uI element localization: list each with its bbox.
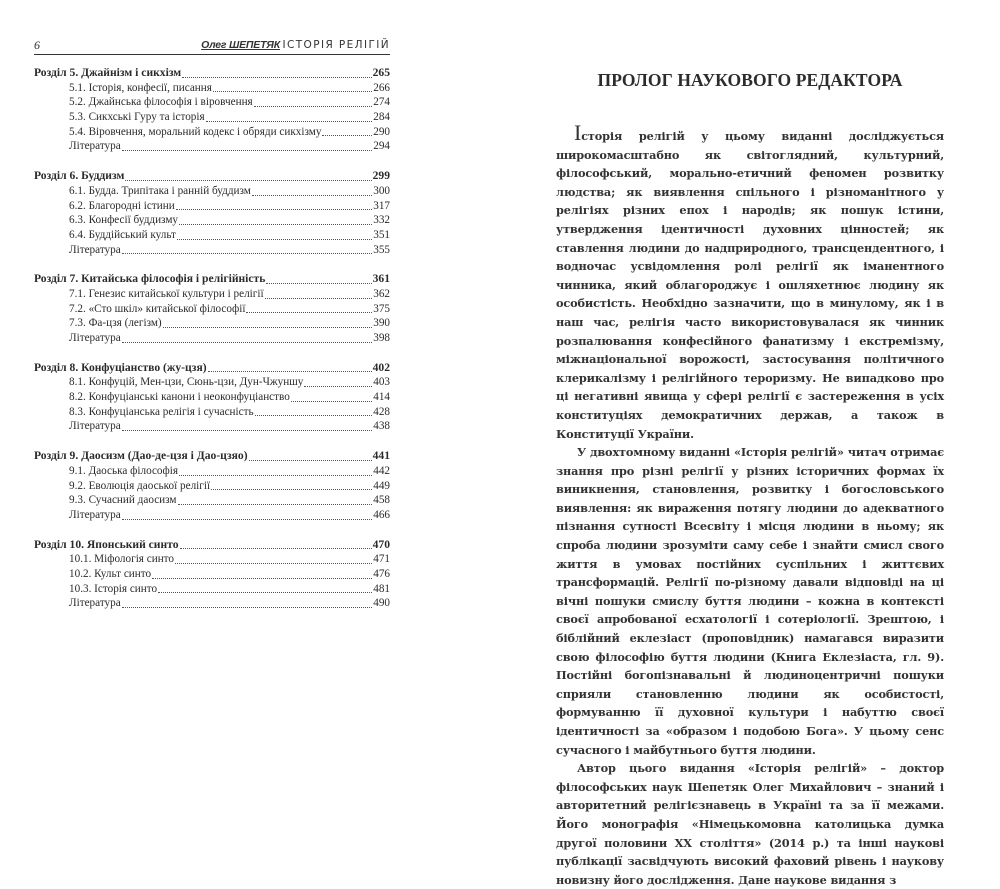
toc-section xyxy=(34,538,390,611)
toc-page-number: 449 xyxy=(373,479,390,492)
chapter-title: ПРОЛОГ НАУКОВОГО РЕДАКТОРА xyxy=(597,70,903,90)
toc-page-number: 398 xyxy=(373,332,390,344)
dot-leader xyxy=(304,385,372,387)
toc-subentry[interactable] xyxy=(34,213,390,228)
toc-entry-title: 9.3. Сучасний даосизм xyxy=(69,494,177,507)
toc-entry-title: 10.3. Історія синто xyxy=(69,582,158,595)
toc-entry-title: Література xyxy=(69,140,121,153)
dot-leader xyxy=(178,503,373,505)
toc-entry-title: 5.2. Джайнська філософія і віровчення xyxy=(69,96,253,109)
dot-leader xyxy=(265,297,373,299)
left-page xyxy=(0,0,500,732)
toc-page-number: 265 xyxy=(372,66,390,79)
toc-entry-title: Література xyxy=(69,597,121,610)
dot-leader xyxy=(122,606,373,608)
dot-leader xyxy=(158,591,372,593)
dot-leader xyxy=(211,488,372,490)
paragraph: Автор цього видання «Історія релігій» – доктор філософських наук Шепетяк Олег Михайлович – знаний і авторитетний релігієзнавець в Україні та за її межами. Його монографія «Німецькомовна католицька думка другої половини XX століття» (2014 р.) та інші наукові публікації засвідчують високий фаховий рівень і наукову новизну його дослідження. Дане наукове видання з xyxy=(556,761,944,887)
toc-entry-title: 7.2. «Сто шкіл» китайської філософії xyxy=(69,302,246,315)
dot-leader xyxy=(175,562,372,564)
toc-chapter-entry[interactable] xyxy=(34,538,390,553)
toc-section xyxy=(34,66,390,154)
dot-leader xyxy=(291,400,372,402)
toc-subentry[interactable] xyxy=(34,582,390,597)
drop-cap: І xyxy=(574,120,582,145)
toc-page-number: 428 xyxy=(373,405,390,418)
toc-page-number: 294 xyxy=(373,140,390,153)
dot-leader xyxy=(122,341,373,343)
dot-leader xyxy=(122,252,373,254)
table-of-contents xyxy=(34,66,390,626)
toc-page-number: 300 xyxy=(373,184,390,197)
toc-subentry[interactable] xyxy=(34,110,390,125)
dot-leader xyxy=(152,577,372,579)
toc-page-number: 355 xyxy=(373,243,390,256)
paragraph xyxy=(556,120,944,443)
dot-leader xyxy=(266,282,371,284)
toc-page-number: 403 xyxy=(373,376,390,389)
dot-leader xyxy=(249,459,372,461)
dot-leader xyxy=(213,90,372,92)
toc-entry-title: 7.3. Фа-цзя (легізм) xyxy=(69,317,162,330)
dot-leader xyxy=(255,414,373,416)
toc-entry-title: 9.2. Еволюція даоської релігії xyxy=(69,479,211,492)
toc-entry-title: Розділ 8. Конфуціанство (жу-цзя) xyxy=(34,360,207,374)
toc-page-number: 490 xyxy=(373,597,390,610)
toc-page-number: 317 xyxy=(373,199,390,212)
dot-leader xyxy=(254,105,373,107)
toc-entry-title: 6.3. Конфесії буддизму xyxy=(69,214,178,227)
dot-leader xyxy=(163,326,373,328)
toc-entry-title: 10.1. Міфологія синто xyxy=(69,553,175,566)
toc-subentry[interactable] xyxy=(34,243,390,258)
toc-entry-title: 5.3. Сикхські Гуру та історія xyxy=(69,111,205,124)
toc-subentry[interactable] xyxy=(34,316,390,331)
toc-section xyxy=(34,449,390,522)
dot-leader xyxy=(208,370,372,372)
header-author: Олег ШЕПЕТЯК xyxy=(201,39,280,51)
toc-chapter-entry[interactable] xyxy=(34,361,390,376)
toc-page-number: 402 xyxy=(372,360,390,374)
toc-chapter-entry[interactable] xyxy=(34,66,390,81)
toc-subentry[interactable] xyxy=(34,508,390,523)
toc-entry-title: 9.1. Даоська філософія xyxy=(69,464,179,477)
toc-page-number: 361 xyxy=(372,272,390,286)
toc-page-number: 274 xyxy=(373,96,390,109)
toc-page-number: 362 xyxy=(373,287,390,300)
toc-page-number: 290 xyxy=(373,125,390,138)
toc-chapter-entry[interactable] xyxy=(34,449,390,464)
toc-entry-title: Література xyxy=(69,243,121,256)
toc-subentry[interactable] xyxy=(34,596,390,611)
toc-entry-title: 8.3. Конфуціанська релігія і сучасність xyxy=(69,405,254,418)
toc-subentry[interactable] xyxy=(34,390,390,405)
toc-entry-title: 8.2. Конфуціанські канони і неоконфуціанство xyxy=(69,391,290,404)
toc-entry-title: Розділ 10. Японський синто xyxy=(34,537,179,551)
dot-leader xyxy=(206,120,373,122)
dot-leader xyxy=(179,223,372,225)
toc-page-number: 458 xyxy=(373,494,390,507)
toc-subentry[interactable] xyxy=(34,199,390,214)
header-book-title: ІСТОРІЯ РЕЛІГІЙ xyxy=(282,39,390,51)
toc-page-number: 299 xyxy=(372,169,390,183)
toc-subentry[interactable] xyxy=(34,331,390,346)
toc-entry-title: Література xyxy=(69,332,121,344)
toc-subentry[interactable] xyxy=(34,493,390,508)
right-page xyxy=(500,0,1000,887)
dot-leader xyxy=(125,179,371,181)
toc-page-number: 266 xyxy=(373,81,390,94)
toc-subentry[interactable] xyxy=(34,419,390,434)
toc-page-number: 470 xyxy=(372,537,390,551)
dot-leader xyxy=(122,518,373,520)
toc-subentry[interactable] xyxy=(34,405,390,420)
page-number: 6 xyxy=(34,38,40,52)
toc-page-number: 466 xyxy=(373,508,390,521)
toc-subentry[interactable] xyxy=(34,302,390,317)
toc-entry-title: 10.2. Культ синто xyxy=(69,567,152,580)
toc-section xyxy=(34,272,390,345)
toc-section xyxy=(34,361,390,434)
toc-entry-title: Розділ 7. Китайська філософія і релігійність xyxy=(34,272,266,286)
toc-entry-title: 6.4. Буддійський культ xyxy=(69,228,176,241)
toc-subentry[interactable] xyxy=(34,552,390,567)
running-header xyxy=(34,38,390,55)
toc-entry-title: Література xyxy=(69,508,121,521)
toc-page-number: 351 xyxy=(373,228,390,241)
paragraph: У двохтомному виданні «Історія релігій» читач отримає знання про різні релігії у різних історичних формах їх виникнення, становлення, розвитку і богословського виявлення: як вираження потягу людини до адекватного пізнання сутності Всесвіту і місця людини в ньому; як спроба людини зрозуміти саму себе і знайти смисл свого життя в умовах постійних суспільних і життєвих трансформацій. Релігії по-різному давали відповіді на ці вічні пошуки смислу буття людини – кожна в контексті своєї апробованої есхатології і сотеріології. Зрештою, і біблійний еклезіаст (проповідник) намагався виразити свою філософію буття людини (Книга Еклезіаста, гл. 9). Постійні богопізнавальні й людиноцентричні пошуки сприяли становленню людини як особистості, формуванню її духовної культури і набуттю своєї ідентичності за «образом і подобою Бога». У цьому сенс сучасного і майбутнього буття людини. xyxy=(556,445,944,757)
toc-entry-title: 5.4. Віровчення, моральний кодекс і обряди сикхізму xyxy=(69,125,322,138)
dot-leader xyxy=(177,238,372,240)
toc-subentry[interactable] xyxy=(34,95,390,110)
toc-entry-title: 6.2. Благородні істини xyxy=(69,199,175,212)
dot-leader xyxy=(180,547,372,549)
toc-subentry[interactable] xyxy=(34,375,390,390)
toc-page-number: 441 xyxy=(372,449,390,463)
toc-entry-title: Розділ 5. Джайнізм і сикхізм xyxy=(34,66,182,79)
toc-entry-title: Розділ 6. Буддизм xyxy=(34,169,125,183)
dot-leader xyxy=(252,194,372,196)
toc-entry-title: 6.1. Будда. Трипітака і ранній буддизм xyxy=(69,184,251,197)
toc-subentry[interactable] xyxy=(34,184,390,199)
toc-subentry[interactable] xyxy=(34,479,390,494)
toc-entry-title: 7.1. Генезис китайської культури і релігії xyxy=(69,287,264,300)
toc-page-number: 332 xyxy=(373,214,390,227)
toc-page-number: 375 xyxy=(373,302,390,315)
toc-chapter-entry[interactable] xyxy=(34,272,390,287)
paragraph-text: сторія релігій у цьому виданні досліджується широкомасштабно як світоглядний, культурний, філософський, морально-етичний феномен розвитку людства; як виявлення спільного і різноманітного у релігіях різних епох і народів; як пошук істини, утвердження ідентичності духовних цінностей; як ставлення людини до надприродного, трансцендентного, і водночас усвідомлення ролі релігії як іманентного чинника, який облагороджує і ошляхетнює людину як особистість. Необхідно зазначити, що в минулому, як і в наш час, релігія часто використовувалася як чинник розпалювання конфесійного фанатизму і екстремізму, міжнаціональної ворожості, застосування політичного клерикалізму і релігійного тероризму. Не випадково про ці негативні явища у сфері релігії є застереження в усіх конституціях демократичних держав, а також в Конституції України. xyxy=(556,129,944,441)
toc-page-number: 442 xyxy=(373,464,390,477)
toc-page-number: 476 xyxy=(373,567,390,580)
toc-page-number: 414 xyxy=(373,391,390,404)
dot-leader xyxy=(182,76,371,78)
toc-subentry[interactable] xyxy=(34,287,390,302)
toc-page-number: 390 xyxy=(373,317,390,330)
toc-entry-title: Література xyxy=(69,420,121,433)
toc-subentry[interactable] xyxy=(34,567,390,582)
toc-entry-title: Розділ 9. Даосизм (Дао-де-цзя і Дао-цзяо) xyxy=(34,449,248,463)
dot-leader xyxy=(176,208,373,210)
prolog-body xyxy=(556,120,944,889)
dot-leader xyxy=(322,134,372,136)
toc-section xyxy=(34,169,390,257)
toc-page-number: 438 xyxy=(373,420,390,433)
toc-subentry[interactable] xyxy=(34,81,390,96)
dot-leader xyxy=(122,149,373,151)
toc-chapter-entry[interactable] xyxy=(34,169,390,184)
toc-entry-title: 8.1. Конфуцій, Мен-цзи, Сюнь-цзи, Дун-Чжуншу xyxy=(69,376,304,389)
toc-page-number: 471 xyxy=(373,553,390,566)
toc-subentry[interactable] xyxy=(34,125,390,140)
toc-entry-title: 5.1. Історія, конфесії, писання xyxy=(69,81,212,94)
dot-leader xyxy=(179,474,372,476)
toc-page-number: 481 xyxy=(373,582,390,595)
dot-leader xyxy=(246,311,372,313)
toc-subentry[interactable] xyxy=(34,228,390,243)
toc-subentry[interactable] xyxy=(34,464,390,479)
dot-leader xyxy=(122,429,373,431)
toc-subentry[interactable] xyxy=(34,139,390,154)
toc-page-number: 284 xyxy=(373,111,390,124)
